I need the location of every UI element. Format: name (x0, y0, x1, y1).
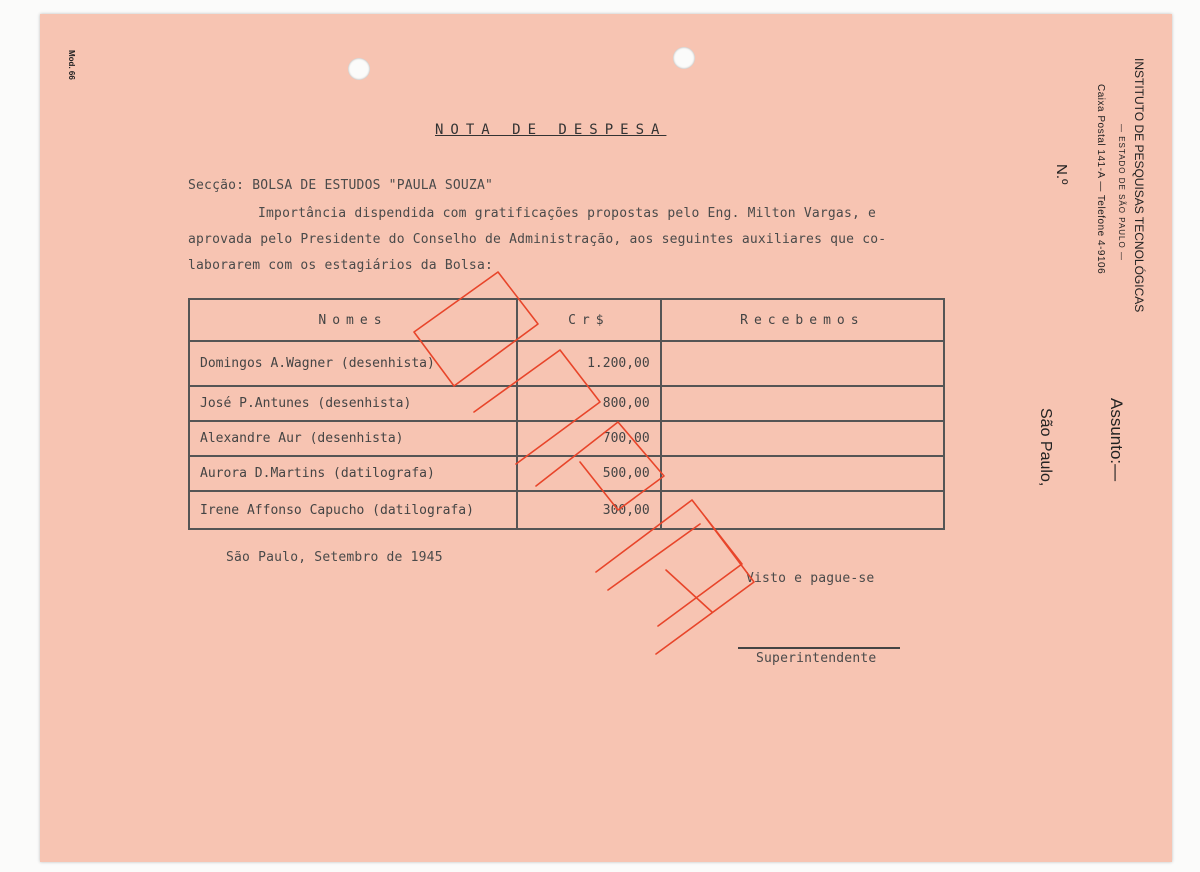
body-line-3: laborarem com os estagiários da Bolsa: (188, 258, 494, 273)
stamp-stroke (656, 518, 754, 654)
institution-contact: Caixa Postal 141-A — Telefone 4-9106 (1095, 84, 1106, 275)
city-label: São Paulo, (1037, 408, 1054, 487)
model-number: Mod. 66 (67, 50, 76, 80)
row-amount: 300,00 (517, 491, 661, 529)
red-outline-stamp (40, 14, 1172, 862)
institution-state: — ESTADO DE SÃO PAULO — (1117, 124, 1126, 261)
subject-label: Assunto:— (1107, 398, 1126, 482)
row-amount: 700,00 (517, 421, 661, 456)
header-amount: Cr$ (517, 299, 661, 341)
row-name: Irene Affonso Capucho (datilografa) (189, 491, 517, 529)
signature-role: Superintendente (756, 651, 877, 666)
body-line-2: aprovada pelo Presidente do Conselho de Administração, aos seguintes auxiliares que co- (188, 232, 887, 247)
section-line: Secção: BOLSA DE ESTUDOS "PAULA SOUZA" (188, 178, 494, 193)
row-amount: 500,00 (517, 456, 661, 491)
row-name: José P.Antunes (desenhista) (189, 386, 517, 421)
row-name: Aurora D.Martins (datilografa) (189, 456, 517, 491)
institution-name: INSTITUTO DE PESQUISAS TECNOLÓGICAS (1132, 58, 1146, 313)
document-sheet (40, 14, 1172, 862)
stamp-stroke (474, 350, 600, 464)
row-amount: 800,00 (517, 386, 661, 421)
header-names: Nomes (189, 299, 517, 341)
body-line-1: Importância dispendida com gratificações propostas pelo Eng. Milton Vargas, e (258, 206, 877, 221)
row-name: Domingos A.Wagner (desenhista) (189, 341, 517, 386)
document-title: NOTA DE DESPESA (435, 122, 667, 138)
row-name: Alexandre Aur (desenhista) (189, 421, 517, 456)
stamp-stroke (414, 272, 538, 386)
approval-text: Visto e pague-se (746, 571, 875, 586)
date-line: São Paulo, Setembro de 1945 (226, 550, 443, 565)
stamp-stroke (608, 524, 700, 590)
header-received: Recebemos (661, 299, 944, 341)
row-amount: 1.200,00 (517, 341, 661, 386)
number-label: N.º (1053, 164, 1070, 185)
